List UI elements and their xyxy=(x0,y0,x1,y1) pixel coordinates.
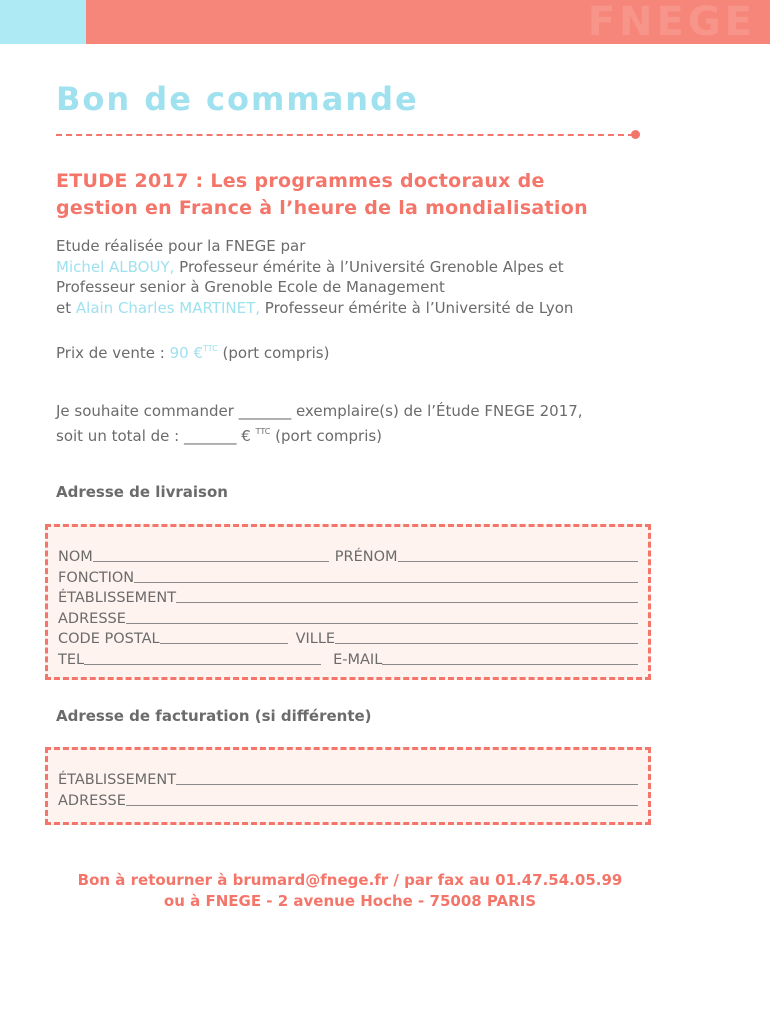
contact-row xyxy=(58,648,638,668)
billing-adresse-row xyxy=(58,789,638,809)
return-line-2: ou à FNEGE - 2 avenue Hoche - 75008 PARIS xyxy=(163,892,537,910)
billing-etablissement-field[interactable] xyxy=(176,768,638,785)
billing-heading: Adresse de facturation (si différente) xyxy=(56,707,372,725)
billing-etablissement-row xyxy=(58,768,638,788)
prenom-field[interactable] xyxy=(398,545,638,562)
header-cyan-block xyxy=(0,0,86,44)
delivery-address-form xyxy=(45,524,651,680)
author-2-role: Professeur émérite à l’Université de Lyon xyxy=(260,298,574,317)
intro-line-4 xyxy=(56,298,573,319)
nom-field[interactable] xyxy=(93,545,329,562)
billing-adresse-label: ADRESSE xyxy=(58,792,126,809)
tel-label: TEL xyxy=(58,651,85,668)
return-instructions xyxy=(0,870,700,912)
order-line-1 xyxy=(56,401,583,422)
intro-line-3: Professeur senior à Grenoble Ecole de Management xyxy=(56,278,445,296)
price-value: 90 € xyxy=(169,344,203,362)
fonction-row xyxy=(58,566,638,586)
tel-field[interactable] xyxy=(84,648,321,665)
delivery-heading: Adresse de livraison xyxy=(56,483,228,501)
order-currency: € xyxy=(236,426,256,445)
code-postal-field[interactable] xyxy=(160,627,288,644)
order-statement xyxy=(56,401,583,446)
author-1-role: Professeur émérite à l’Université Grenoble Alpes et xyxy=(174,257,564,276)
prenom-label: PRÉNOM xyxy=(334,549,398,565)
price-suffix: (port compris) xyxy=(217,344,330,362)
order-text-b: exemplaire(s) de l’Étude FNEGE 2017, xyxy=(291,402,583,420)
header-salmon-band xyxy=(86,0,770,44)
fonction-field[interactable] xyxy=(134,566,638,583)
etablissement-row xyxy=(58,586,638,606)
order-line-2 xyxy=(56,422,583,447)
adresse-field[interactable] xyxy=(126,607,638,624)
study-title-line-2: gestion en France à l’heure de la mondialisation xyxy=(56,197,588,219)
postal-row xyxy=(58,627,638,647)
adresse-row xyxy=(58,607,638,627)
quantity-blank[interactable]: _______ xyxy=(238,402,292,420)
price-tax: TTC xyxy=(203,344,218,353)
study-title xyxy=(56,168,656,222)
fnege-logo: FNEGE xyxy=(587,0,756,44)
intro-paragraph xyxy=(56,236,573,318)
intro-and: et xyxy=(56,298,76,317)
ville-field[interactable] xyxy=(335,627,638,644)
etablissement-label: ÉTABLISSEMENT xyxy=(58,590,177,606)
order-total-label: soit un total de : xyxy=(56,426,184,445)
email-label: E-MAIL xyxy=(333,651,383,668)
name-row xyxy=(58,545,638,565)
study-title-line-1: ETUDE 2017 : Les programmes doctoraux de xyxy=(56,170,545,192)
billing-etablissement-label: ÉTABLISSEMENT xyxy=(58,772,177,788)
title-divider-dot xyxy=(631,130,640,139)
order-suffix: (port compris) xyxy=(270,426,383,445)
total-blank[interactable]: _______ xyxy=(184,426,237,445)
adresse-label: ADRESSE xyxy=(58,610,126,627)
return-line-1: Bon à retourner à brumard@fnege.fr / par fax au 01.47.54.05.99 xyxy=(77,871,623,889)
billing-address-form xyxy=(45,747,651,825)
page-title: Bon de commande xyxy=(56,80,419,118)
nom-label: NOM xyxy=(58,549,93,565)
price-label: Prix de vente : xyxy=(56,344,170,362)
etablissement-field[interactable] xyxy=(176,586,638,603)
intro-line-2 xyxy=(56,257,573,278)
price-line xyxy=(56,339,329,364)
billing-adresse-field[interactable] xyxy=(126,789,638,806)
code-postal-label: CODE POSTAL xyxy=(58,631,160,647)
order-tax: TTC xyxy=(255,426,271,436)
order-text-a: Je souhaite commander xyxy=(56,402,239,420)
intro-line-1: Etude réalisée pour la FNEGE par xyxy=(56,237,306,255)
author-2-name: Alain Charles MARTINET, xyxy=(75,298,261,317)
email-field[interactable] xyxy=(382,648,638,665)
fonction-label: FONCTION xyxy=(58,569,135,586)
ville-label: VILLE xyxy=(295,631,336,647)
title-divider xyxy=(56,134,634,136)
author-1-name: Michel ALBOUY, xyxy=(56,257,175,276)
